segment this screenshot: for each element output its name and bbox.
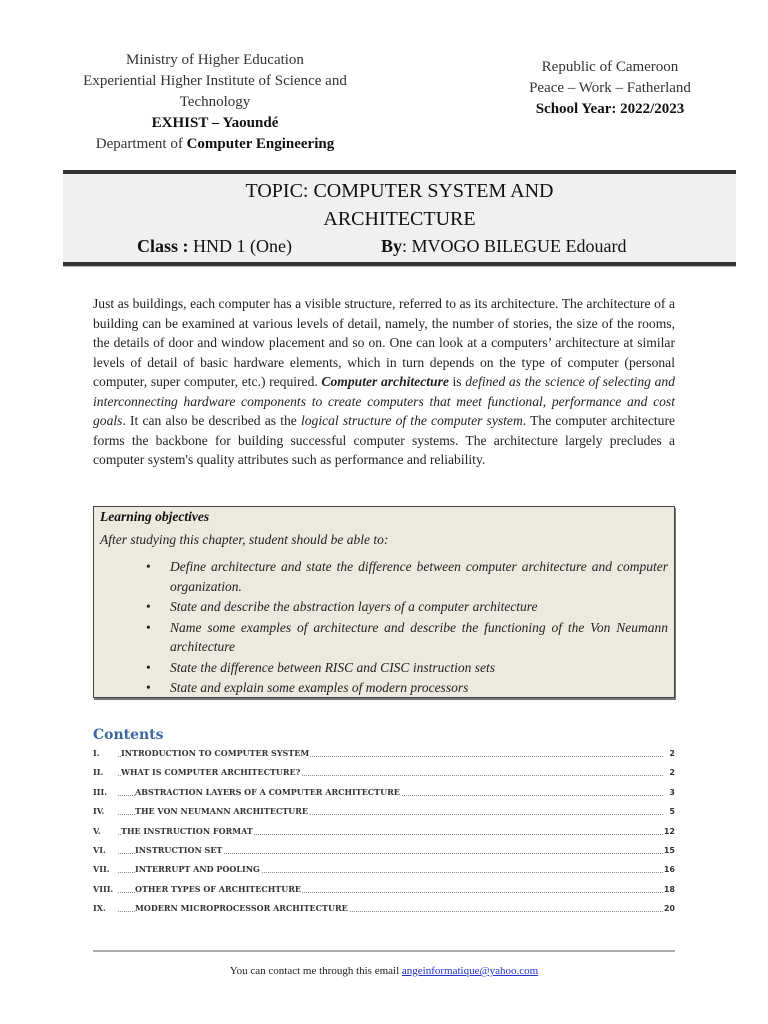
toc-label[interactable]: INTERRUPT AND POOLING bbox=[135, 860, 261, 879]
toc-label[interactable]: THE VON NEUMANN ARCHITECTURE bbox=[135, 802, 309, 821]
toc-label[interactable]: MODERN MICROPROCESSOR ARCHITECTURE bbox=[135, 899, 349, 918]
toc-number: IX. bbox=[93, 903, 106, 914]
objective-text: Name some examples of architecture and describe the functioning of the Von Neumann architecture bbox=[170, 619, 668, 654]
toc-entry[interactable] bbox=[93, 744, 675, 763]
objectives-list bbox=[146, 557, 668, 699]
toc-entry[interactable] bbox=[93, 763, 675, 782]
toc-label[interactable]: THE INSTRUCTION FORMAT bbox=[121, 822, 254, 841]
country-motto: Peace – Work – Fatherland bbox=[529, 80, 691, 96]
ministry-name: Ministry of Higher Education bbox=[126, 52, 304, 68]
objectives-intro: After studying this chapter, student should be able to: bbox=[100, 532, 389, 547]
email-link[interactable]: angeinformatique@yahoo.com bbox=[401, 965, 539, 977]
objective-text: State and describe the abstraction layers of a computer architecture bbox=[170, 599, 538, 614]
institution-header bbox=[60, 50, 370, 155]
toc-number: VIII. bbox=[93, 883, 114, 894]
footer bbox=[93, 965, 675, 977]
institute-name-line2: Technology bbox=[179, 94, 251, 110]
toc-page: 3 bbox=[669, 787, 675, 797]
toc-entry[interactable] bbox=[93, 802, 675, 821]
learning-objectives-box bbox=[93, 506, 675, 698]
objective-item bbox=[146, 658, 668, 678]
toc-label[interactable]: ABSTRACTION LAYERS OF A COMPUTER ARCHITECTURE bbox=[135, 783, 401, 802]
toc-number: IV. bbox=[93, 806, 105, 817]
author-label: By bbox=[381, 236, 403, 256]
toc-number: VI. bbox=[93, 844, 106, 855]
institute-abbrev: EXHIST – Yaoundé bbox=[151, 115, 279, 131]
topic-title-box bbox=[63, 170, 736, 266]
contents-heading: Contents bbox=[93, 727, 164, 743]
intro-text-1: Just as buildings, each computer has a visible structure, referred to as its architecture. The architecture of a building can be examined at various levels of detail, namely, the number of stories, the size of the rooms, the details of door and window placement and so on. One can look at a computers’ architecture at similar levels of detail of basic hardware elements, which in turn depends on the type of computer (personal computer, super computer, etc.) required. bbox=[93, 296, 675, 389]
toc-page: 2 bbox=[669, 749, 675, 758]
objective-text: Define architecture and state the difference between computer architecture and computer organization. bbox=[170, 559, 668, 594]
author-name: : MVOGO BILEGUE Edouard bbox=[402, 236, 627, 256]
objective-item bbox=[146, 557, 668, 596]
class-info bbox=[137, 236, 292, 257]
topic-title-line1: TOPIC: COMPUTER SYSTEM AND bbox=[245, 180, 554, 202]
toc-label[interactable]: WHAT IS COMPUTER ARCHITECTURE? bbox=[121, 763, 301, 782]
objectives-heading: Learning objectives bbox=[100, 509, 210, 524]
toc-number: VII. bbox=[93, 864, 110, 875]
toc-number: V. bbox=[93, 825, 101, 836]
bullet-icon: • bbox=[146, 599, 151, 614]
toc-number: I. bbox=[93, 748, 100, 758]
toc-page: 18 bbox=[663, 884, 675, 894]
toc-page: 15 bbox=[663, 845, 675, 855]
objective-item bbox=[146, 618, 668, 657]
intro-is: is bbox=[448, 374, 466, 389]
footer-text: You can contact me through this email bbox=[229, 965, 402, 977]
class-value: HND 1 (One) bbox=[188, 236, 292, 256]
school-year: School Year: 2022/2023 bbox=[535, 101, 685, 117]
department-name: Computer Engineering bbox=[186, 136, 335, 152]
class-label: Class : bbox=[137, 236, 189, 256]
bullet-icon: • bbox=[146, 559, 151, 574]
topic-title-line2: ARCHITECTURE bbox=[323, 208, 476, 230]
toc-page: 2 bbox=[669, 768, 675, 778]
toc-page: 16 bbox=[663, 865, 675, 875]
objective-item bbox=[146, 597, 668, 617]
author-info bbox=[381, 236, 626, 257]
objective-text: State and explain some examples of modern processors bbox=[170, 680, 469, 695]
toc-label[interactable]: INSTRUCTION SET bbox=[135, 841, 223, 860]
toc-number: III. bbox=[93, 786, 108, 797]
footer-divider bbox=[93, 950, 675, 952]
toc-label[interactable]: INTRODUCTION TO COMPUTER SYSTEM bbox=[121, 744, 310, 763]
objective-text: State the difference between RISC and CISC instruction sets bbox=[170, 659, 495, 675]
toc-label[interactable]: OTHER TYPES OF ARCHITECHTURE bbox=[135, 880, 302, 899]
country-header bbox=[495, 57, 725, 120]
toc-entry[interactable] bbox=[93, 822, 675, 841]
toc-entry[interactable] bbox=[93, 783, 675, 802]
definition-text: defined as the science of selecting and interconnecting hardware components to create computers that meet functional, performance and cost goals bbox=[93, 374, 675, 428]
bullet-icon: • bbox=[146, 680, 151, 695]
term-computer-architecture: Computer architecture bbox=[321, 374, 449, 389]
country-name: Republic of Cameroon bbox=[541, 59, 679, 75]
toc-entry[interactable] bbox=[93, 899, 675, 918]
toc-entry[interactable] bbox=[93, 860, 675, 879]
toc-entry[interactable] bbox=[93, 880, 675, 899]
bullet-icon: • bbox=[146, 619, 151, 635]
intro-text-3: . The computer architecture forms the backbone for building successful computer systems. The architecture largely precludes a computer system's quality attributes such as performance and reliability. bbox=[93, 413, 676, 467]
intro-text-2: . It can also be described as the bbox=[122, 413, 301, 428]
logical-structure-text: logical structure of the computer system bbox=[300, 413, 523, 428]
institute-name-line1: Experiential Higher Institute of Science and bbox=[83, 73, 347, 89]
table-of-contents bbox=[93, 744, 675, 919]
toc-page: 12 bbox=[663, 826, 675, 836]
toc-entry[interactable] bbox=[93, 841, 675, 860]
bullet-icon: • bbox=[146, 659, 151, 675]
department-prefix: Department of bbox=[95, 136, 187, 152]
toc-number: II. bbox=[93, 767, 104, 778]
objective-item bbox=[146, 678, 668, 698]
toc-page: 5 bbox=[669, 807, 675, 817]
department-line bbox=[60, 134, 370, 155]
toc-page: 20 bbox=[663, 904, 675, 914]
intro-paragraph bbox=[93, 294, 675, 470]
